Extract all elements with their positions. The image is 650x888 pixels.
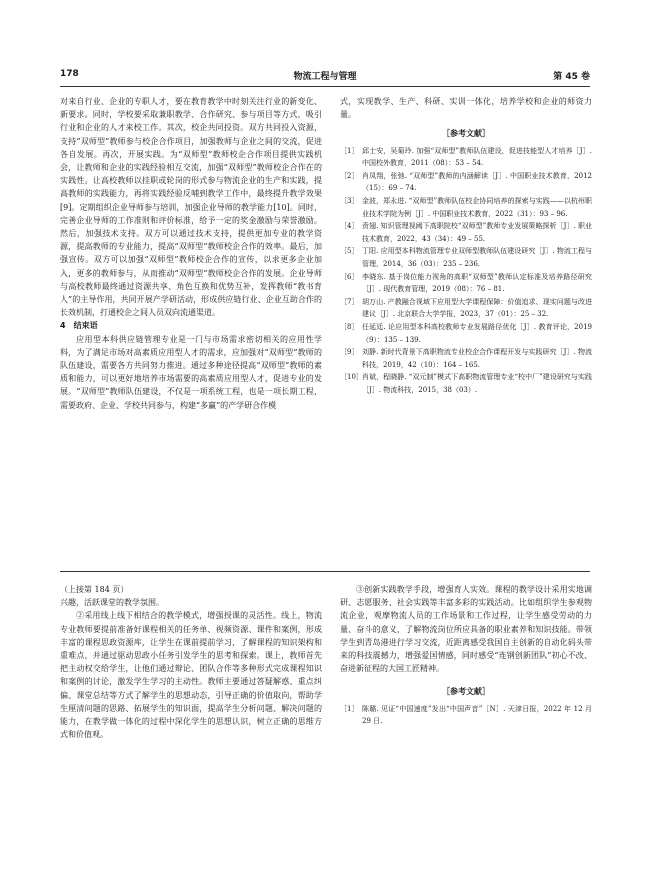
volume-label: 第 45 卷 — [553, 72, 590, 82]
top-right-column — [340, 95, 592, 396]
top-left-column — [60, 95, 322, 412]
running-header — [60, 69, 590, 83]
reference-item: ［8］ 任延廷. 论应用型本科高校教师专业发展路径优化［J］. 教育评论，2019（9）：135 – 139. — [340, 322, 592, 344]
header-rule — [60, 86, 590, 87]
body-paragraph: 式，实现教学、生产、科研、实训一体化，培养学校和企业的师资力量。 — [340, 97, 592, 120]
reference-item: ［4］ 贲翅. 知识管理视阈下高职院校“双师型”教师专业发展策略探析［J］. 职业技术教育，2022，43（34）：49 – 55. — [340, 222, 592, 243]
reference-item: ［7］ 胡万山. 产教融合视域下应用型大学课程保障：价值追求、现实问题与改进建议［J］. 北京联合大学学报，2023，37（01）：25 – 32. — [340, 297, 592, 319]
page-number: 178 — [60, 69, 79, 79]
reference-item: ［5］ 丁阳. 应用型本科物流管理专业双师型教师队伍建设研究［J］. 物流工程与管理，2014，36（03）：235 – 236. — [340, 247, 592, 268]
reference-item: ［3］ 金波，郑永进. “双师型”教师队伍校企协同培养的探索与实践——以杭州职业技术学院为例［J］. 中国职业技术教育，2022（31）：93 – 96. — [340, 196, 592, 218]
body-paragraph: ③创新实践教学手段，增强育人实效。课程的教学设计采用实地调研、志愿服务、社会实践等丰富多彩的实践活动。比如组织学生参观物流企业，观摩物流人员的工作场景和工作过程，让学生感受劳动的力量、奋斗的意义，了解物流岗位所应具备的职业素养和知识技能。带领学生到青岛港进行学习交流，近距离感受我国自主创新的自动化码头带来的科技震撼力，增强爱国情感，同时感受“连钢创新团队”初心不改、奋进新征程的大国工匠精神。 — [340, 585, 592, 674]
reference-list — [340, 145, 592, 397]
body-paragraph: 应用型本科供应链管理专业是一门与市场需求密切相关的应用性学科，为了满足市场对高素质应用型人才的需求，应加强对“双师型”教师的队伍建设，需要各方共同努力推进。通过多种途径提高“双师型”教师的素质和能力，可以更好地培养市场需要的高素质应用型人才，促进专业的发展。“双师型”教师队伍建设，不仅是一项系统工程，也是一项长期工程，需要政府、企业、学校共同参与，构建“多赢”的产学研合作模 — [60, 334, 322, 410]
reference-item: ［6］ 李晓东. 基于岗位能力视角的高职“双师型”教师认定标准及培养路径研究［J］. 现代教育管理，2019（08）：76 – 81. — [340, 272, 592, 294]
reference-item: ［10］ 肖斌，程晓静. “双元制”模式下高职物流管理专业“校中厂”建设研究与实践［J］. 物流科技，2015，38（03）. — [340, 373, 592, 394]
reference-item: ［1］ 邱士安，吴菊玲. 加强“双师型”教师队伍建设，促进技能型人才培养［J］. 中国校外教育，2011（08）：53 – 54. — [340, 146, 592, 168]
continuation-note: （上接第 184 页） — [60, 585, 129, 594]
references-heading: ［参考文献］ — [442, 687, 490, 697]
references-heading: ［参考文献］ — [442, 129, 490, 139]
journal-title: 物流工程与管理 — [293, 72, 357, 82]
reference-item: ［2］ 肖凤翔，张弛. “双师型”教师的内涵解读［J］. 中国职业技术教育，2012（15）：69 – 74. — [340, 171, 592, 193]
reference-item: ［9］ 刘静. 新时代背景下高职物流专业校企合作课程开发与实践研究［J］. 物流科技，2019，42（10）：164 – 165. — [340, 348, 592, 369]
bottom-left-column — [60, 583, 322, 741]
body-paragraph: 兴趣，活跃课堂的教学氛围。 — [60, 598, 164, 608]
body-paragraph: ②采用线上线下相结合的教学模式，增强授课的灵活性。线上，物流专业教师要提前准备好课程相关的任务单、视频资源、课件和案例，形成丰富的课程思政资源库，让学生在课前提前学习，了解课程的知识架构和重难点，并通过驱动思政小任务引发学生的思考和探索。课上，教师首先把主动权交给学生，让他们通过辩论、团队合作等多种形式完成课程知识和案例的讨论，激发学生学习的主动性。教师主要通过答疑解惑、重点纠偏、课堂总结等方式了解学生的思想动态，引导正确的价值取向，帮助学生厘清问题的思路、拓展学生的知识面，提高学生分析问题、解决问题的能力，在教学做一体化的过程中深化学生的思想认识，树立正确的思维方式和价值观。 — [60, 611, 322, 740]
bottom-right-column — [340, 583, 592, 728]
section-title: 4 结束语 — [60, 321, 98, 331]
article-divider — [60, 571, 590, 572]
body-paragraph: 对来自行业、企业的专职人才，要在教育教学中时刻关注行业的新变化、新要求。同时，学校要采取兼职教学、合作研究、参与项目等方式，吸引行业和企业的人才来校工作。其次，校企共同投资。双方共同投入资源，支持“双师型”教师参与校企合作项目，加强教师与企业之间的交流，促进各自发展。再次，开展实践。为“双师型”教师校企合作项目提供实践机会，让教师和企业的实践经验相互交流，加强“双师型”教师校企合作在的实践性。让高校教师以挂职或轮岗的形式参与物流企业的生产和实践，提高教师的实践能力，再将实践经验反哺到教学工作中，最终提升教学效果[9]。定期组织企业导师参与培训，加强企业导师的教学能力[10]。同时，完善企业导师的工作准则和评价标准，给予一定的奖金激励与荣誉激励。然后，加强技术支持。双方可以通过技术支持，提供更加专业的教学资源，提高教师的专业能力，提高“双师型”教师校企合作的效率。最后，加强宣传。双方可以加强“双师型”教师校企合作的宣传，以求更多企业加入，更多的教师参与，从而推动“双师型”教师校企合作的发展。企业导师与高校教师最终通过资源共享、角色互换和优势互补，发挥教师“教书育人”的主导作用，共同开展产学研活动，形成供应链行业、企业互助合作的长效机制，打通校企之间人员双向流通渠道。 — [60, 97, 322, 318]
reference-list — [340, 703, 592, 728]
reference-item: ［1］ 陈璐. 见证“中国速度”发出“中国声音”［N］. 天津日报，2022 年 12 月 29 日. — [340, 704, 592, 726]
